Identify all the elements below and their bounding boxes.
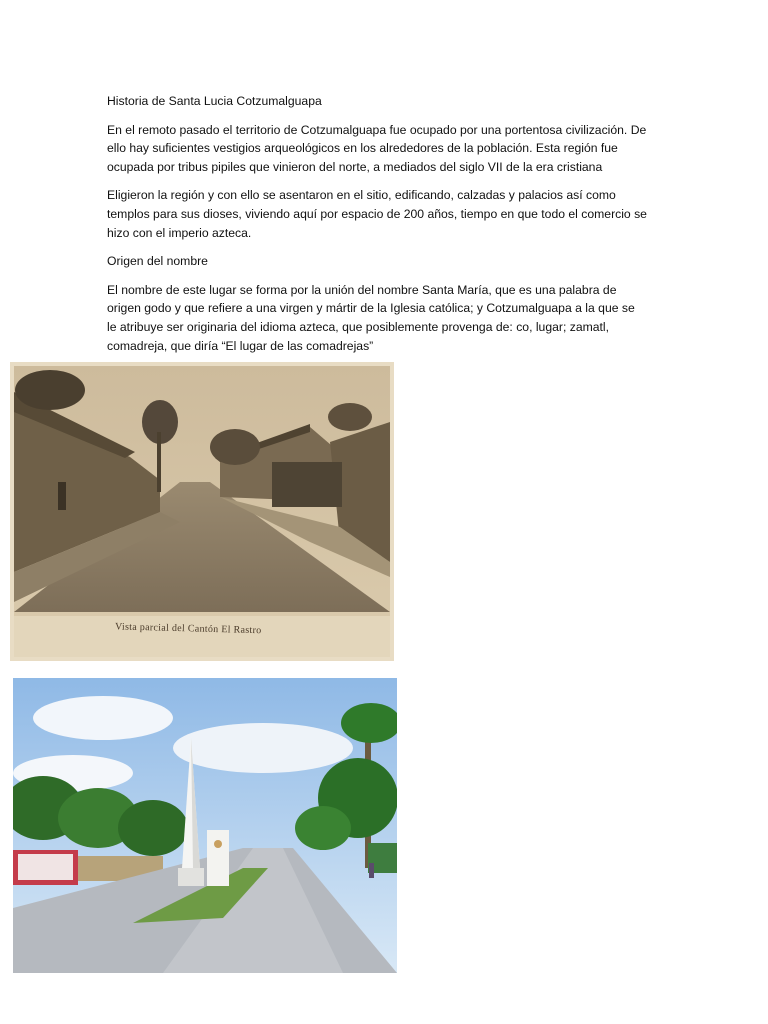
historic-street-illustration <box>10 362 394 661</box>
obelisk-street-illustration <box>13 678 397 973</box>
paragraph-history-2: Eligieron la región y con ello se asentaron en el sitio, edificando, calzadas y palacios así como templos para sus dioses, viviendo aquí por espacio de 200 años, tiempo en que todo el comercio se hizo con el imperio azteca. <box>107 188 647 240</box>
historic-street-photo <box>10 362 394 661</box>
document-body <box>107 92 647 365</box>
obelisk-street-photo <box>13 678 397 973</box>
historic-photo-caption: Vista parcial del Cantón El Rastro <box>114 621 262 637</box>
paragraph-history-1: En el remoto pasado el territorio de Cotzumalguapa fue ocupado por una portentosa civilización. De ello hay suficientes vestigios arqueológicos en los alrededores de la población. Esta región fue ocupada por tribus pipiles que vinieron del norte, a mediados del siglo VII de la era cristiana <box>107 122 647 174</box>
paragraph-name-origin: El nombre de este lugar se forma por la unión del nombre Santa María, que es una palabra de origen godo y que refiere a una virgen y mártir de la Iglesia católica; y Cotzumalguapa a la que se le atribuye ser originaria del idioma azteca, que posiblemente provenga de: co, lugar; zamatl, comadreja, que diría “El lugar de las comadrejas” <box>107 282 635 353</box>
document-title: Historia de Santa Lucia Cotzumalguapa <box>107 94 322 108</box>
section-subheading: Origen del nombre <box>107 254 208 269</box>
